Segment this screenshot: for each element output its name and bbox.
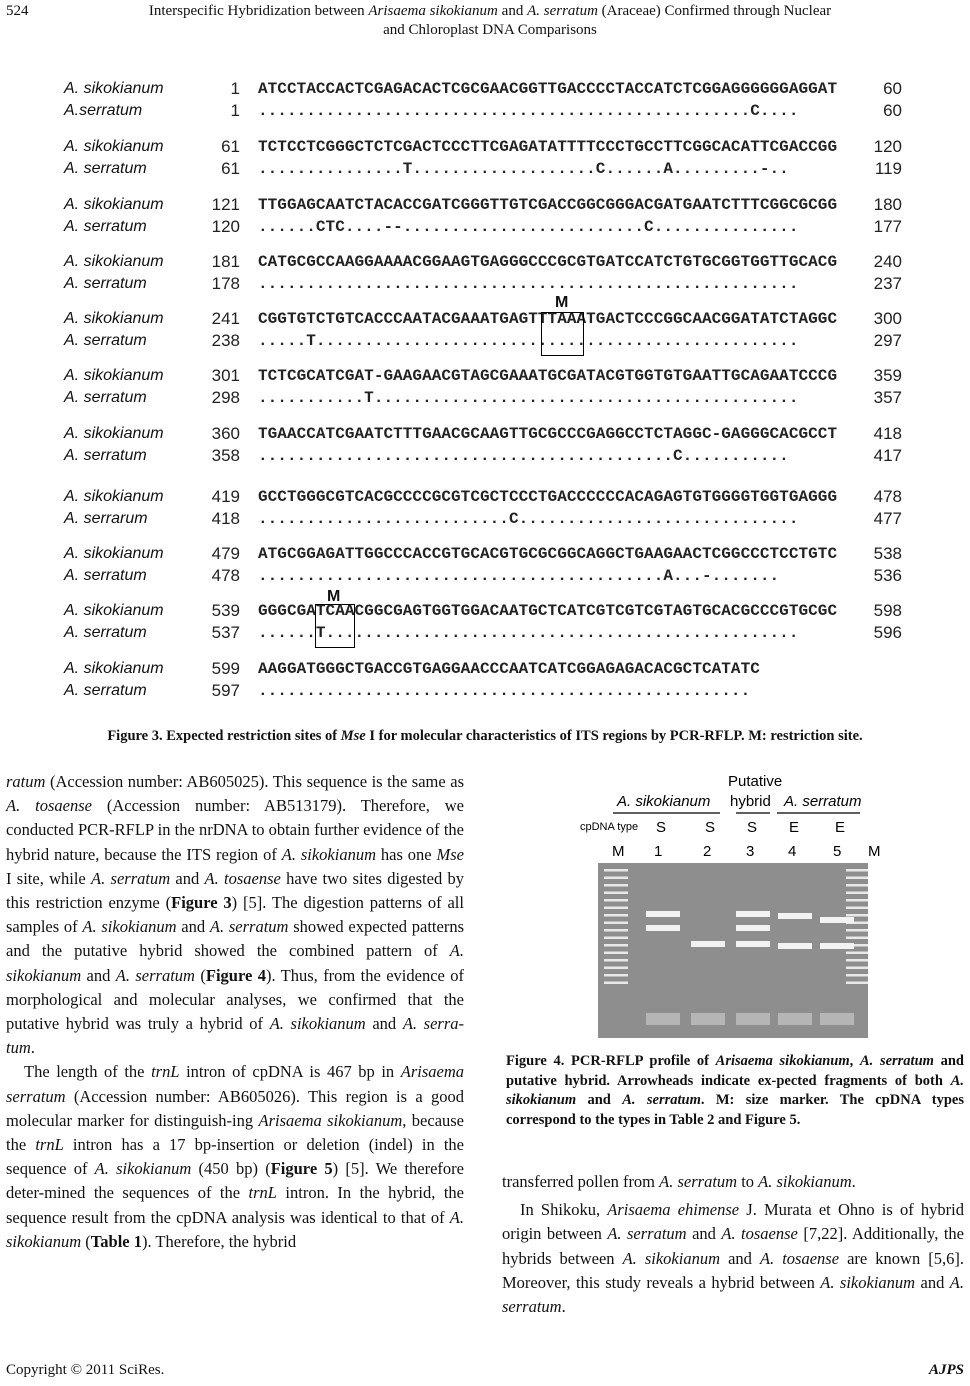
- sample-band: [691, 1013, 725, 1025]
- species-name: A. serratum: [64, 567, 147, 584]
- position-start: 537: [211, 623, 240, 642]
- sequence-line: CATGCGCCAAGGAAAACGGAAGTGAGGGCCCGCGTGATCCATCTGTGCGGTGGTTGCACG: [258, 253, 838, 271]
- sample-band: [736, 941, 770, 947]
- ladder-band: [846, 907, 868, 910]
- lane-label: M: [612, 843, 625, 860]
- alignment-block: [0, 658, 970, 704]
- sample-band: [736, 1013, 770, 1025]
- sample-band: [778, 913, 812, 919]
- sequence-line: TCTCCTCGGGCTCTCGACTCCCTTCGAGATATTTTCCCTGCCTTCGGCACATTCGACCGG: [258, 138, 838, 156]
- figure-3-alignment: [0, 78, 970, 718]
- cpdna-type: E: [835, 819, 846, 836]
- position-start: 238: [211, 331, 240, 350]
- cpdna-type: S: [705, 819, 716, 836]
- position-start: 181: [211, 252, 240, 271]
- ladder-band: [604, 974, 628, 977]
- species-name: A. sikokianum: [64, 310, 164, 327]
- species-name: A. sikokianum: [64, 545, 164, 562]
- species-name: A. serratum: [64, 218, 147, 235]
- cpdna-type: S: [656, 819, 667, 836]
- cpdna-type: S: [747, 819, 758, 836]
- ladder-band: [604, 914, 628, 917]
- position-start: 178: [211, 274, 240, 293]
- position-end: 120: [873, 137, 902, 156]
- sequence-line: ..........................................A...-.......: [258, 567, 780, 585]
- journal-abbrev: AJPS: [928, 1362, 964, 1378]
- alignment-block: [0, 600, 970, 646]
- ladder-band: [604, 959, 628, 962]
- left-column-text: [6, 770, 464, 1254]
- sample-band: [646, 911, 680, 917]
- ladder-band: [846, 929, 868, 932]
- cpdna-type-label: cpDNA type: [580, 821, 639, 833]
- position-end: 60: [883, 101, 902, 120]
- position-start: 418: [211, 509, 240, 528]
- alignment-block: [0, 486, 970, 532]
- ladder-band: [846, 974, 868, 977]
- sample-band: [820, 917, 854, 923]
- species-name: A. serratum: [64, 332, 147, 349]
- sequence-line: TCTCGCATCGAT-GAAGAACGTAGCGAAATGCGATACGTGGTGTGAATTGCAGAATCCCG: [258, 367, 838, 385]
- position-start: 301: [211, 366, 240, 385]
- position-start: 360: [211, 424, 240, 443]
- running-title: Interspecific Hybridization between Arisaema sikokianum and A. serratum (Araceae) Confirmed through Nuclear and Chloroplast DNA Comparisons: [148, 3, 832, 38]
- lane-number-row: [612, 843, 881, 860]
- position-start: 61: [221, 159, 240, 178]
- sequence-line: GCCTGGGCGTCACGCCCCGCGTCGCTCCCTGACCCCCCACAGAGTGTGGGGTGGTGAGGG: [258, 488, 838, 506]
- sequence-line: ........................................................: [258, 275, 799, 293]
- figure-4-caption: Figure 4. PCR-RFLP profile of Arisaema sikokianum, A. serratum and putative hybrid. Arrowheads indicate ex-pected fragments of both A. sikokianum and A. serratum. M: size marker. The cpDNA types correspond to the types in Table 2 and Figure 5.: [506, 1053, 964, 1128]
- position-end: 60: [883, 79, 902, 98]
- sample-band: [778, 1013, 812, 1025]
- species-name: A. sikokianum: [64, 425, 164, 442]
- position-end: 180: [873, 195, 902, 214]
- sequence-line: ......T.................................................: [258, 624, 799, 642]
- right-column-text: [502, 1170, 964, 1319]
- paragraph-trnl-intron: The length of the trnL intron of cpDNA is 467 bp in Arisaema serratum (Accession number: AB605026). This region is a good molecular marker for distinguish-ing Arisaema sikokianum, because the trnL intron has a 17 bp-insertion or deletion (indel) in the sequence of A. sikokianum (450 bp) (Figure 5) [5]. We therefore deter-mined the sequences of the trnL intron. In the hybrid, the sequence result from the cpDNA analysis was identical to that of A. sikokianum (Table 1). Therefore, the hybrid: [6, 1062, 465, 1251]
- alignment-block: [0, 543, 970, 589]
- paragraph-shikoku-hybrids: In Shikoku, Arisaema ehimense J. Murata et Ohno is of hybrid origin between A. serratum and A. tosaense [7,22]. Additionally, the hybrids between A. sikokianum and A. tosaense are known [5,6]. Moreover, this study reveals a hybrid between A. sikokianum and A. serratum.: [502, 1200, 965, 1317]
- ladder-band: [604, 892, 628, 895]
- species-name: A. serratum: [64, 160, 147, 177]
- group-label-hybrid: hybrid: [730, 793, 771, 810]
- position-end: 478: [873, 487, 902, 506]
- ladder-band: [604, 944, 628, 947]
- position-end: 297: [873, 331, 902, 350]
- position-start: 478: [211, 566, 240, 585]
- position-start: 358: [211, 446, 240, 465]
- species-name: A. sikokianum: [64, 488, 164, 505]
- sample-band: [820, 943, 854, 949]
- position-start: 479: [211, 544, 240, 563]
- position-start: 121: [211, 195, 240, 214]
- position-end: 300: [873, 309, 902, 328]
- position-start: 599: [211, 659, 240, 678]
- alignment-block: [0, 136, 970, 182]
- copyright-text: Copyright © 2011 SciRes.: [6, 1362, 165, 1378]
- ladder-band: [846, 884, 868, 887]
- sample-band: [646, 925, 680, 931]
- restriction-site-box: [315, 604, 355, 648]
- species-name: A. sikokianum: [64, 367, 164, 384]
- sample-band: [736, 911, 770, 917]
- alignment-block: [0, 78, 970, 124]
- position-start: 419: [211, 487, 240, 506]
- species-name: A. serratum: [64, 389, 147, 406]
- ladder-band: [604, 967, 628, 970]
- position-end: 119: [874, 159, 902, 178]
- position-start: 539: [211, 601, 240, 620]
- species-name: A. serratum: [64, 275, 147, 292]
- ladder-band: [604, 884, 628, 887]
- ladder-band: [846, 967, 868, 970]
- sample-band: [646, 1013, 680, 1025]
- sequence-line: ...................................................: [258, 682, 751, 700]
- restriction-site-box: [541, 312, 584, 356]
- alignment-block: [0, 423, 970, 469]
- sequence-line: CGGTGTCTGTCACCCAATACGAAATGAGTTTAAATGACTCCCGGCAACGGATATCTAGGC: [258, 310, 838, 328]
- ladder-band: [846, 914, 868, 917]
- page-number: 524: [6, 3, 29, 19]
- ladder-band: [846, 892, 868, 895]
- sequence-line: AAGGATGGGCTGACCGTGAGGAACCCAATCATCGGAGAGACACGCTCATATC: [258, 660, 760, 678]
- species-name: A. sikokianum: [64, 80, 164, 97]
- ladder-band: [604, 899, 628, 902]
- sample-band: [736, 925, 770, 931]
- sequence-line: ..........................C.............................: [258, 510, 799, 528]
- ladder-band: [846, 877, 868, 880]
- group-label-serratum: A. serratum: [784, 793, 862, 810]
- species-name: A. sikokianum: [64, 660, 164, 677]
- running-header: [0, 2, 970, 40]
- ladder-band: [846, 982, 868, 985]
- species-name: A. serratum: [64, 447, 147, 464]
- position-end: 359: [873, 366, 902, 385]
- figure-4-gel: [570, 768, 900, 1040]
- ladder-band: [604, 922, 628, 925]
- position-start: 120: [211, 217, 240, 236]
- ladder-band: [846, 959, 868, 962]
- position-start: 1: [230, 101, 240, 120]
- lane-label: M: [868, 843, 881, 860]
- ladder-band: [604, 869, 628, 872]
- group-label-sikokianum: A. sikokianum: [617, 793, 711, 810]
- position-start: 1: [230, 79, 240, 98]
- species-name: A. sikokianum: [64, 602, 164, 619]
- position-end: 477: [873, 509, 902, 528]
- position-end: 538: [873, 544, 902, 563]
- ladder-band: [846, 937, 868, 940]
- sequence-line: ATGCGGAGATTGGCCCACCGTGCACGTGCGCGGCAGGCTGAAGAACTCGGCCCTCCTGTC: [258, 545, 838, 563]
- position-end: 357: [873, 388, 902, 407]
- paragraph-pollen-transfer: transferred pollen from A. serratum to A. sikokianum.: [502, 1172, 856, 1191]
- gel-bands-svg: [598, 863, 868, 1038]
- position-end: 240: [873, 252, 902, 271]
- lane-label: 5: [833, 843, 842, 860]
- page-footer: [6, 1362, 964, 1379]
- sequence-line: GGGCGATCAACGGCGAGTGGTGGACAATGCTCATCGTCGTCGTAGTGCACGCCCGTGCGC: [258, 602, 838, 620]
- sample-band: [691, 941, 725, 947]
- position-start: 241: [211, 309, 240, 328]
- sequence-line: ...........T............................................: [258, 389, 799, 407]
- sequence-line: .....T..................................................: [258, 332, 799, 350]
- ladder-band: [604, 937, 628, 940]
- sequence-line: TGAACCATCGAATCTTTGAACGCAAGTTGCGCCCGAGGCCTCTAGGC-GAGGGCACGCCT: [258, 425, 838, 443]
- ladder-band: [846, 899, 868, 902]
- restriction-site-label: M: [555, 294, 569, 311]
- species-name: A. serratum: [64, 624, 147, 641]
- cpdna-type-row: [656, 819, 845, 836]
- alignment-block: [0, 194, 970, 240]
- sample-band: [778, 943, 812, 949]
- alignment-block: [0, 251, 970, 297]
- species-name: A.serratum: [64, 102, 143, 119]
- sequence-line: ......CTC....--.........................C...............: [258, 218, 799, 236]
- position-end: 237: [873, 274, 902, 293]
- alignment-block: [0, 308, 970, 354]
- lane-label: 3: [746, 843, 755, 860]
- species-name: A. sikokianum: [64, 196, 164, 213]
- gel-background: [598, 863, 868, 1038]
- position-start: 61: [221, 137, 240, 156]
- lane-label: 1: [654, 843, 663, 860]
- species-name: A. serratum: [64, 682, 147, 699]
- lane-label: 2: [703, 843, 712, 860]
- species-name: A. sikokianum: [64, 138, 164, 155]
- lane-label: 4: [788, 843, 797, 860]
- ladder-band: [604, 877, 628, 880]
- ladder-band: [604, 982, 628, 985]
- group-label-putative: Putative: [728, 773, 783, 790]
- position-end: 177: [873, 217, 902, 236]
- sequence-line: ...............T...................C......A.........-..: [258, 160, 789, 178]
- ladder-band: [604, 952, 628, 955]
- sequence-line: ...........................................C...........: [258, 447, 789, 465]
- sequence-line: ATCCTACCACTCGAGACACTCGCGAACGGTTGACCCCTACCATCTCGGAGGGGGGAGGAT: [258, 80, 838, 98]
- position-end: 596: [873, 623, 902, 642]
- sequence-line: ...................................................C....: [258, 102, 799, 120]
- position-start: 298: [211, 388, 240, 407]
- restriction-site-label: M: [327, 588, 341, 605]
- position-end: 418: [873, 424, 902, 443]
- cpdna-type: E: [789, 819, 800, 836]
- ladder-band: [604, 907, 628, 910]
- figure-3-caption: Figure 3. Expected restriction sites of Mse I for molecular characteristics of ITS regions by PCR-RFLP. M: restriction site.: [107, 728, 863, 744]
- position-end: 536: [873, 566, 902, 585]
- sample-band: [820, 1013, 854, 1025]
- alignment-block: [0, 365, 970, 411]
- sequence-line: TTGGAGCAATCTACACCGATCGGGTTGTCGACCGGCGGGACGATGAATCTTTCGGCGCGG: [258, 196, 838, 214]
- species-name: A. serrarum: [64, 510, 148, 527]
- species-name: A. sikokianum: [64, 253, 164, 270]
- ladder-band: [846, 952, 868, 955]
- gel-image: [598, 863, 868, 1038]
- paragraph-hybrid-evidence: ratum (Accession number: AB605025). This sequence is the same as A. tosaense (Accession number: AB513179). Therefore, we conducted PCR-RFLP in the nrDNA to obtain further evidence of the hybrid nature, because the ITS region of A. sikokianum has one Mse I site, while A. serratum and A. tosaense have two sites digested by this restriction enzyme (Figure 3) [5]. The digestion patterns of all samples of A. sikokianum and A. serratum showed expected patterns and the putative hybrid showed the combined pattern of A. sikokianum and A. serratum (Figure 4). Thus, from the evidence of morphological and molecular analyses, we confirmed that the putative hybrid was truly a hybrid of A. sikokianum and A. serra-tum.: [6, 772, 465, 1058]
- position-end: 598: [873, 601, 902, 620]
- ladder-band: [846, 869, 868, 872]
- position-end: 417: [873, 446, 902, 465]
- position-start: 597: [211, 681, 240, 700]
- ladder-band: [604, 929, 628, 932]
